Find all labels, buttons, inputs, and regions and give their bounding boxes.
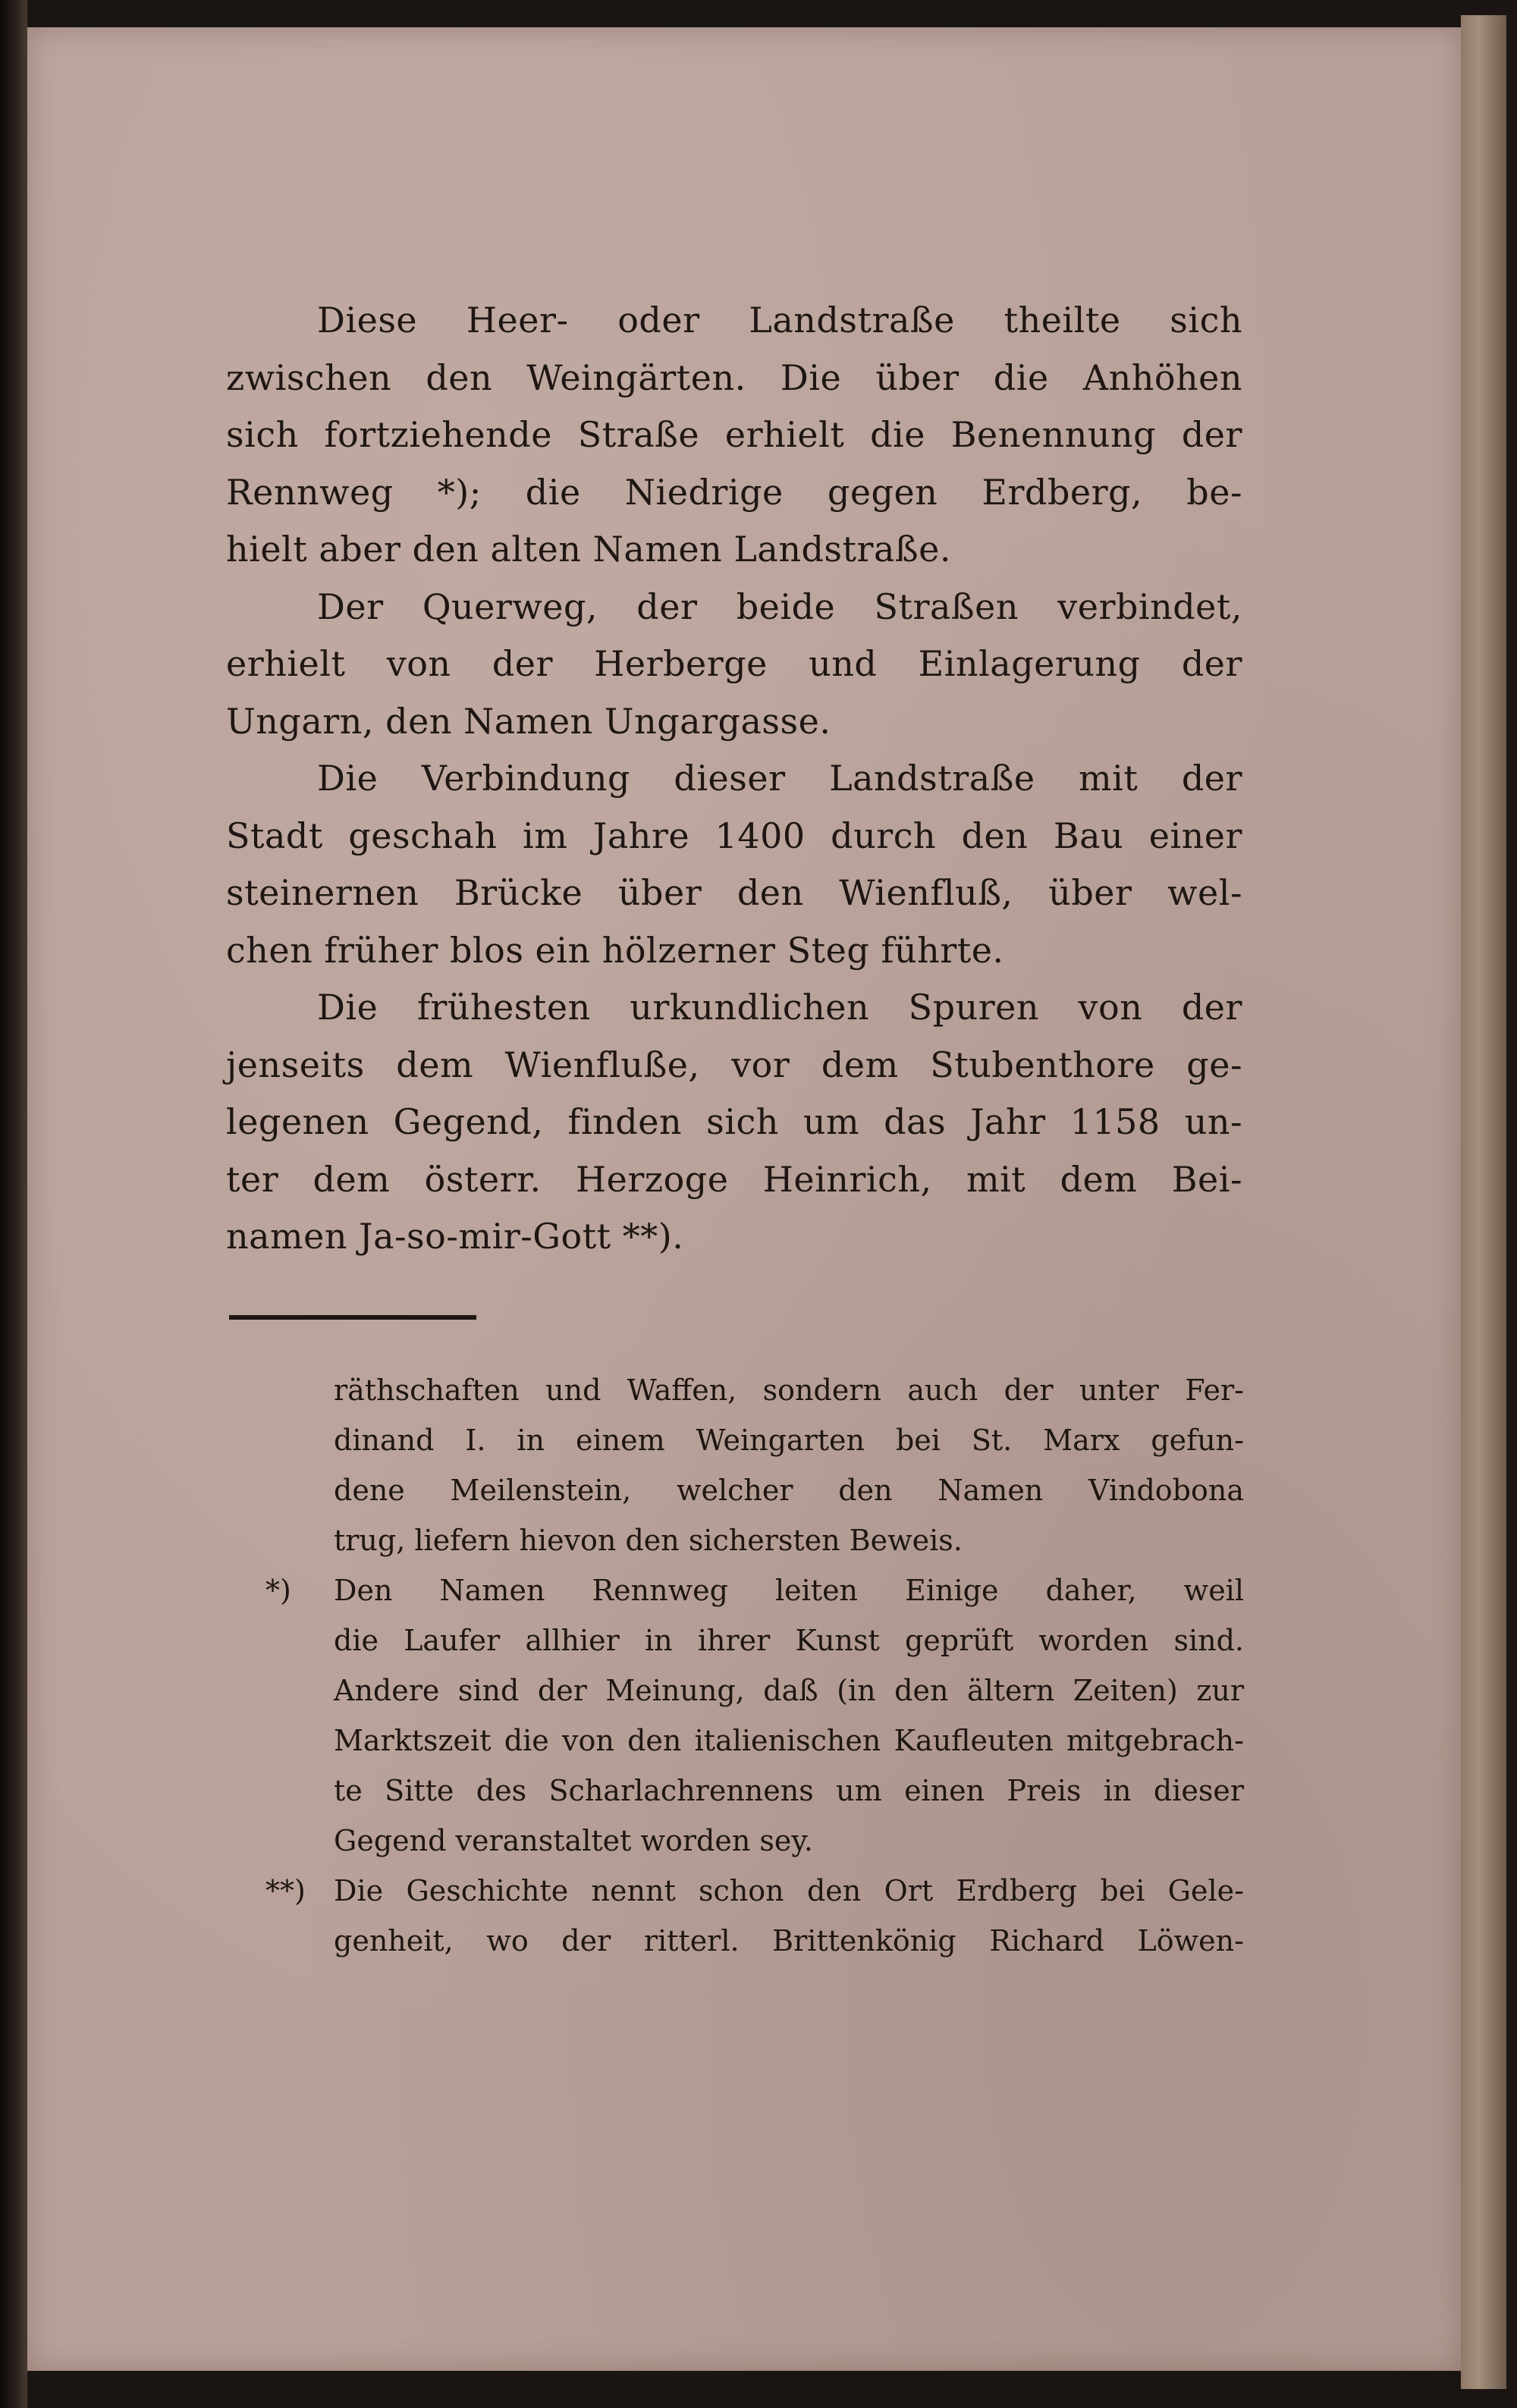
footnote-marker: *) [265, 1574, 291, 1607]
footnote-line: dene Meilenstein, welcher den Namen Vindobona [334, 1474, 1244, 1507]
footnote-line: dinand I. in einem Weingarten bei St. Marx gefun- [334, 1424, 1244, 1457]
paragraph [226, 750, 1242, 979]
text-line: sich fortziehende Straße erhielt die Benennung der [226, 414, 1242, 455]
text-line: hielt aber den alten Namen Landstraße. [226, 529, 951, 570]
text-line: namen Ja-so-mir-Gott **). [226, 1216, 684, 1257]
paragraph [226, 979, 1242, 1266]
text-line: jenseits dem Wienfluße, vor dem Stubenthore ge- [226, 1044, 1242, 1085]
footnote-continuation [228, 1365, 1244, 1565]
footnote-marker: **) [265, 1874, 306, 1907]
footnote-line: te Sitte des Scharlachrennens um einen Preis in dieser [334, 1774, 1244, 1807]
text-line: erhielt von der Herberge und Einlagerung der [226, 643, 1242, 684]
footnote-2 [228, 1866, 1244, 1966]
text-line: Die frühesten urkundlichen Spuren von der [317, 987, 1242, 1028]
footnote-text: Den Namen Rennweg leiten Einige daher, weil [334, 1574, 1244, 1607]
text-line: zwischen den Weingärten. Die über die Anhöhen [226, 356, 1242, 398]
footnote-line: räthschaften und Waffen, sondern auch der unter Fer- [334, 1374, 1244, 1407]
footnote-1 [228, 1565, 1244, 1866]
text-line: steinernen Brücke über den Wienfluß, über wel- [226, 872, 1242, 913]
page-edge [1461, 15, 1506, 2389]
binding-shadow [0, 0, 27, 2408]
footnote-line: die Laufer allhier in ihrer Kunst geprüft worden sind. [334, 1624, 1244, 1657]
footnote-text: Die Geschichte nennt schon den Ort Erdberg bei Gele- [334, 1874, 1244, 1907]
text-line: Ungarn, den Namen Ungargasse. [226, 700, 831, 742]
footnote-line: genheit, wo der ritterl. Brittenkönig Richard Löwen- [334, 1924, 1244, 1957]
footnote-separator [229, 1315, 476, 1320]
text-line: Die Verbindung dieser Landstraße mit der [317, 758, 1242, 799]
footnote-line: trug, liefern hievon den sichersten Beweis. [334, 1524, 963, 1557]
footnote-line: Andere sind der Meinung, daß (in den ältern Zeiten) zur [334, 1674, 1244, 1707]
text-line: ter dem österr. Herzoge Heinrich, mit dem Bei- [226, 1158, 1242, 1200]
text-line: Stadt geschah im Jahre 1400 durch den Bau einer [226, 815, 1242, 856]
footnote-line: Marktszeit die von den italienischen Kaufleuten mitgebrach- [334, 1724, 1244, 1757]
footnote-line: Gegend veranstaltet worden sey. [334, 1824, 813, 1857]
main-text [226, 292, 1242, 1266]
footnote-line [228, 1866, 1244, 1916]
paragraph [226, 292, 1242, 579]
text-line: Der Querweg, der beide Straßen verbindet, [317, 586, 1242, 627]
text-line: Diese Heer- oder Landstraße theilte sich [317, 300, 1242, 341]
footnote-line [228, 1565, 1244, 1615]
text-line: chen früher blos ein hölzerner Steg führte. [226, 929, 1004, 971]
text-line: Rennweg *); die Niedrige gegen Erdberg, be- [226, 471, 1242, 513]
paragraph [226, 579, 1242, 751]
text-line: legenen Gegend, finden sich um das Jahr 1158 un- [226, 1101, 1242, 1142]
footnotes [228, 1365, 1244, 1966]
